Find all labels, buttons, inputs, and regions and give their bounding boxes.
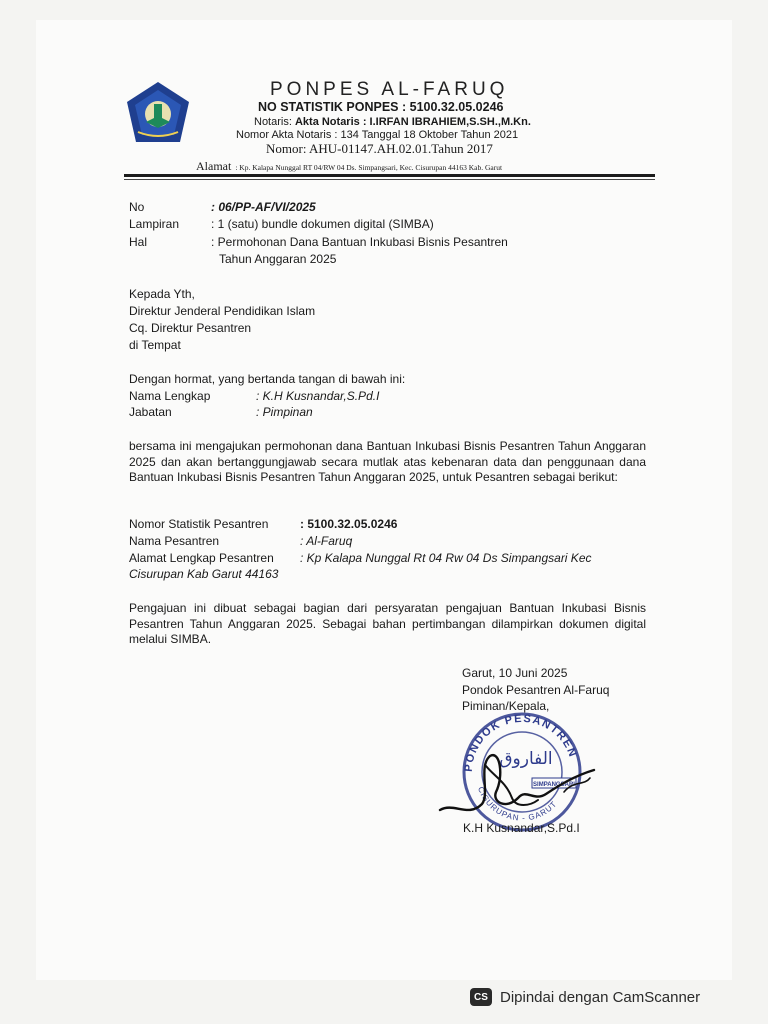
signature-org: Pondok Pesantren Al-Faruq xyxy=(462,683,610,697)
ponpes-logo-icon xyxy=(124,80,192,146)
alamat-pesantren-value: : Kp Kalapa Nunggal Rt 04 Rw 04 Ds Simpangsari Kec xyxy=(300,551,592,565)
akta-notaris-line: Nomor Akta Notaris : 134 Tanggal 18 Oktober Tahun 2021 xyxy=(236,129,519,141)
jabatan-label: Jabatan xyxy=(129,405,172,419)
ahu-number: Nomor: AHU-01147.AH.02.01.Tahun 2017 xyxy=(266,141,493,156)
camscanner-logo-icon: CS xyxy=(470,988,492,1006)
signatory-name: K.H Kusnandar,S.Pd.I xyxy=(463,821,580,835)
header-divider-thin xyxy=(124,179,655,180)
hal-value-continued: Tahun Anggaran 2025 xyxy=(219,252,337,266)
header-divider xyxy=(124,174,655,177)
hal-label: Hal xyxy=(129,235,148,249)
alamat-pesantren-label: Alamat Lengkap Pesantren xyxy=(129,551,274,565)
notaris-line xyxy=(254,116,531,128)
lampiran-label: Lampiran xyxy=(129,217,180,231)
nama-pesantren-value: : Al-Faruq xyxy=(300,534,353,548)
nama-lengkap-value: : K.H Kusnandar,S.Pd.I xyxy=(256,389,380,403)
body-paragraph: bersama ini mengajukan permohonan dana Bantuan Inkubasi Bisnis Pesantren Tahun Anggaran 2025 dan akan bertanggungjawab secara mutlak atas kebenaran data dan penggunaan dana Bantuan Inkubasi Bisnis Pesantren Tahun Anggaran 2025, untuk Pesantren sebagai berikut: xyxy=(129,439,646,484)
recipient-name: Direktur Jenderal Pendidikan Islam xyxy=(129,304,316,318)
statistic-number: NO STATISTIK PONPES : 5100.32.05.0246 xyxy=(258,100,504,114)
no-label: No xyxy=(129,200,145,214)
address-text: : Kp. Kalapa Nunggal RT 04/RW 04 Ds. Simpangsari, Kec. Cisurupan 44163 Kab. Garut xyxy=(235,163,503,172)
stamp-arabic-text: الفاروق xyxy=(499,749,553,769)
nsp-label: Nomor Statistik Pesantren xyxy=(129,517,269,531)
closing-paragraph: Pengajuan ini dibuat sebagai bagian dari persyaratan pengajuan Bantuan Inkubasi Bisnis Pesantren Tahun Anggaran 2025. Sebagai bahan pertimbangan dilampirkan dokumen digital melalui SIMBA. xyxy=(129,601,646,646)
no-value: : 06/PP-AF/VI/2025 xyxy=(211,200,316,214)
recipient-place: di Tempat xyxy=(129,338,181,352)
lampiran-value: : 1 (satu) bundle dokumen digital (SIMBA) xyxy=(211,217,434,231)
official-stamp-icon xyxy=(434,706,604,836)
nama-pesantren-label: Nama Pesantren xyxy=(129,534,220,548)
signature-role: Piminan/Kepala, xyxy=(462,699,550,713)
stamp-center-text: SIMPANGSARI xyxy=(533,782,575,788)
camscanner-watermark xyxy=(470,984,760,1010)
alamat-pesantren-value-continued: Cisurupan Kab Garut 44163 xyxy=(129,567,279,581)
nsp-value: : 5100.32.05.0246 xyxy=(300,517,398,531)
notaris-value: Akta Notaris : I.IRFAN IBRAHIEM,S.SH.,M.Kn. xyxy=(294,116,531,128)
nama-lengkap-label: Nama Lengkap xyxy=(129,389,211,403)
recipient-greeting: Kepada Yth, xyxy=(129,287,195,301)
salutation: Dengan hormat, yang bertanda tangan di bawah ini: xyxy=(129,372,406,386)
place-date: Garut, 10 Juni 2025 xyxy=(462,666,568,680)
address-label: Alamat xyxy=(196,159,232,173)
stamp-top-text: PONDOK PESANTREN xyxy=(462,712,579,773)
hal-value: : Permohonan Dana Bantuan Inkubasi Bisnis Pesantren xyxy=(211,235,508,249)
recipient-cq: Cq. Direktur Pesantren xyxy=(129,321,252,335)
jabatan-value: : Pimpinan xyxy=(256,405,313,419)
notaris-label: Notaris: xyxy=(254,116,292,128)
org-name: PONPES AL-FARUQ xyxy=(270,79,509,100)
camscanner-text: Dipindai dengan CamScanner xyxy=(500,988,701,1006)
stamp-bottom-text: CISURUPAN - GARUT xyxy=(476,785,559,823)
address-line xyxy=(196,157,502,175)
